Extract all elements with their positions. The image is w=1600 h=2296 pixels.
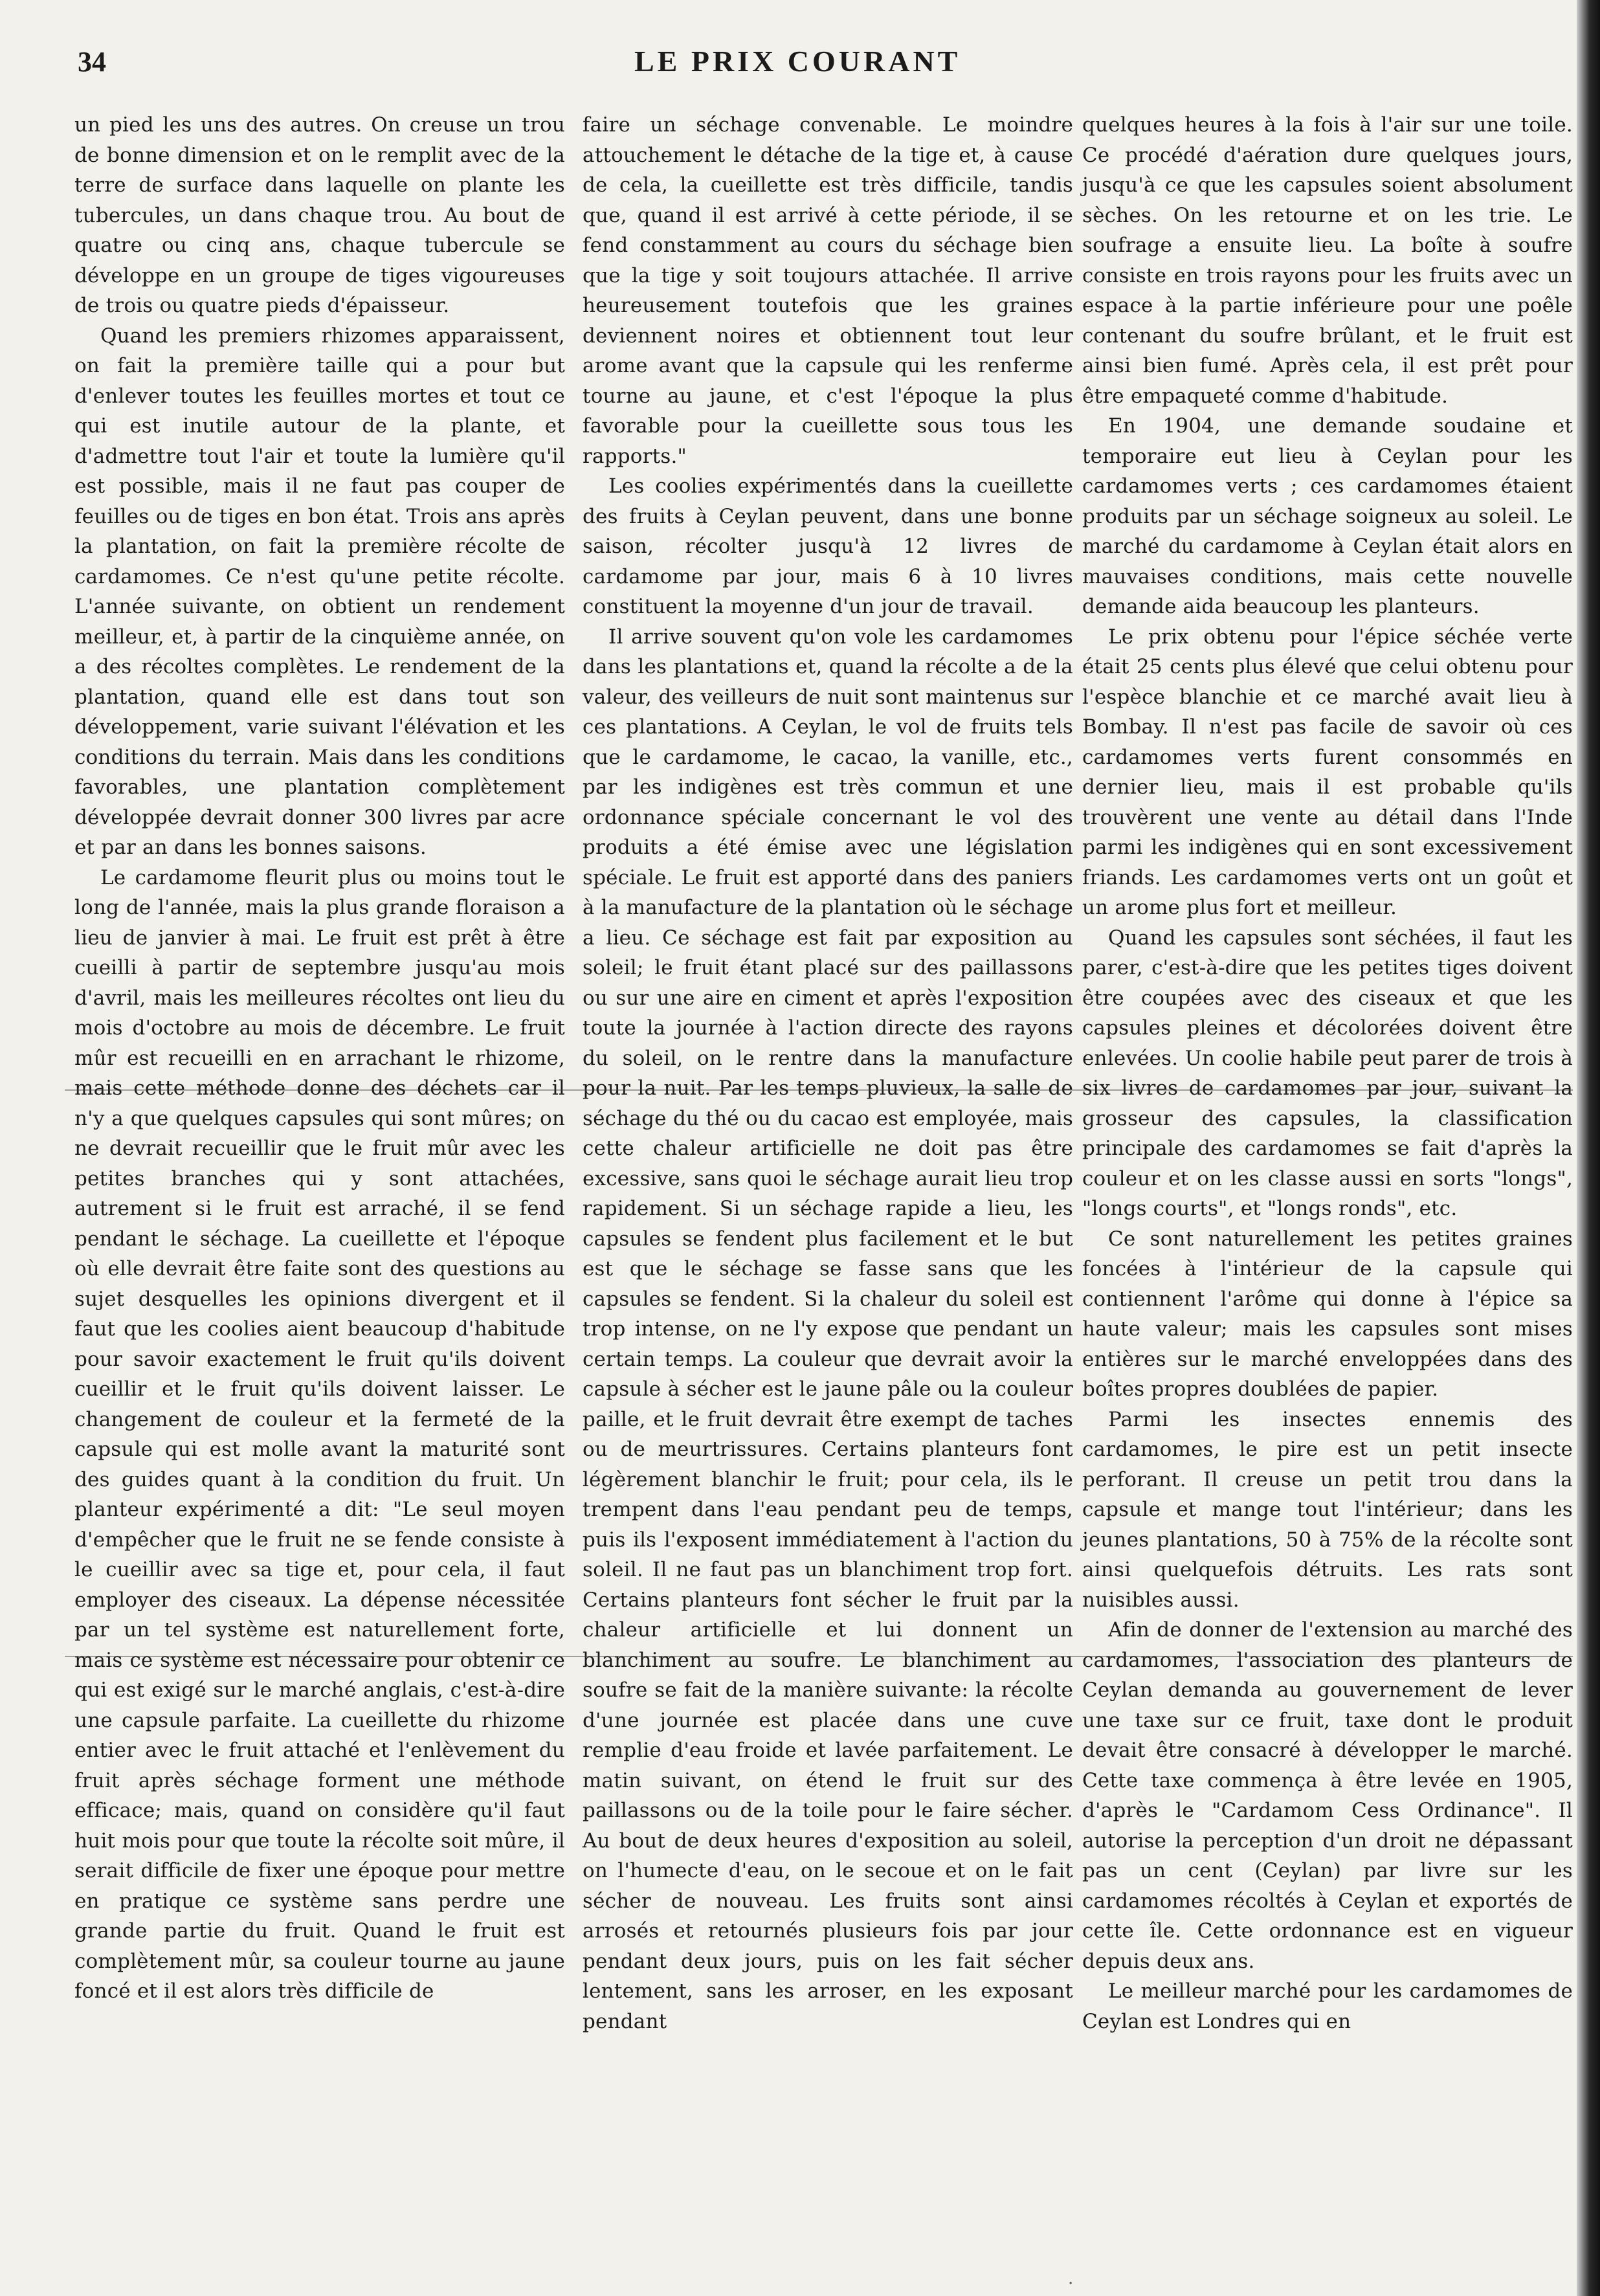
paragraph: faire un séchage convenable. Le moindre attouchement le détache de la tige et, à cause de cela, la cueillette est très difficile, tandis que, quand il est arrivé à cette période, il se fend constamment au cours du séchage bien que la tige y soit toujours attachée. Il arrive heureusement toutefois que les graines deviennent noires et obtiennent tout leur arome avant que la capsule qui les renferme tourne au jaune, et c'est l'époque la plus favorable pour la cueillette sous tous les rapports.": [583, 113, 1073, 468]
paragraph: Afin de donner de l'extension au marché des cardamomes, l'association des planteurs de Ceylan demanda au gouvernement de lever une taxe sur ce fruit, taxe dont le produit devait être consacré à développer le marché. Cette taxe commença à être levée en 1905, d'après le "Cardamom Cess Ordinance". Il autorise la perception d'un droit ne dépassant pas un cent (Ceylan) par livre sur les cardamomes récoltés à Ceylan et exportés de cette île. Cette ordonnance est en vigueur depuis deux ans.: [1082, 1618, 1573, 1973]
paragraph: Le meilleur marché pour les cardamomes de Ceylan est Londres qui en: [1082, 1979, 1573, 2033]
paragraph: Le cardamome fleurit plus ou moins tout le long de l'année, mais la plus grande floraison a lieu de janvier à mai. Le fruit est prêt à être cueilli à partir de septembre jusqu'au mois d'avril, mais les meilleures récoltes ont lieu du mois d'octobre au mois de décembre. Le fruit mûr est recueilli en en arrachant le rhizome, mais cette méthode donne des déchets car il n'y a que quelques capsules qui sont mûres; on ne devrait recueillir que le fruit mûr avec les petites branches qui y sont attachées, autrement si le fruit est arraché, il se fend pendant le séchage. La cueillette et l'époque où elle devrait être faite sont des questions au sujet desquelles les opinions divergent et il faut que les coolies aient beaucoup d'habitude pour savoir exactement le fruit qu'ils doivent cueillir et le fruit qu'ils doivent laisser. Le changement de couleur et la fermeté de la capsule qui est molle avant la maturité sont des guides quant à la condition du fruit. Un planteur expérimenté a dit: "Le seul moyen d'empêcher que le fruit ne se fende consiste à le cueillir avec sa tige et, pour cela, il faut employer des ciseaux. La dépense nécessitée par un tel système est naturellement forte, mais ce système est nécessaire pour obtenir ce qui est exigé sur le marché anglais, c'est-à-dire une capsule parfaite. La cueillette du rhizome entier avec le fruit attaché et l'enlèvement du fruit après séchage forment une méthode efficace; mais, quand on considère qu'il faut huit mois pour que toute la récolte soit mûre, il serait difficile de fixer une époque pour mettre en pratique ce système sans perdre une grande partie du fruit. Quand le fruit est complètement mûr, sa couleur tourne au jaune foncé et il est alors très difficile de: [74, 865, 565, 2003]
paragraph: En 1904, une demande soudaine et temporaire eut lieu à Ceylan pour les cardamomes verts ; ces cardamomes étaient produits par un séchage soigneux au soleil. Le marché du cardamome à Ceylan était alors en mauvaises conditions, mais cette nouvelle demande aida beaucoup les planteurs.: [1082, 414, 1573, 618]
paragraph: Les coolies expérimentés dans la cueillette des fruits à Ceylan peuvent, dans une bonne saison, récolter jusqu'à 12 livres de cardamome par jour, mais 6 à 10 livres constituent la moyenne d'un jour de travail.: [583, 474, 1073, 618]
scan-edge: [1577, 0, 1600, 2296]
paragraph: Quand les capsules sont séchées, il faut les parer, c'est-à-dire que les petites tiges doivent être coupées avec des ciseaux et que les capsules pleines et décolorées doivent être enlevées. Un coolie habile peut parer de trois à six livres de cardamomes par jour, suivant la grosseur des capsules, la classification principale des cardamomes se fait d'après la couleur et on les classe aussi en sorts "longs", "longs courts", et "longs ronds", etc.: [1082, 926, 1573, 1220]
column-2: [583, 110, 1073, 2036]
column-3: [1082, 110, 1573, 2036]
paragraph: un pied les uns des autres. On creuse un trou de bonne dimension et on le remplit avec de la terre de surface dans laquelle on plante les tubercules, un dans chaque trou. Au bout de quatre ou cinq ans, chaque tubercule se développe en un groupe de tiges vigoureuses de trois ou quatre pieds d'épaisseur.: [74, 113, 565, 317]
paragraph: Quand les premiers rhizomes apparaissent, on fait la première taille qui a pour but d'enlever toutes les feuilles mortes et tout ce qui est inutile autour de la plante, et d'admettre tout l'air et toute la lumière qu'il est possible, mais il ne faut pas couper de feuilles ou de tiges en bon état. Trois ans après la plantation, on fait la première récolte de cardamomes. Ce n'est qu'une petite récolte. L'année suivante, on obtient un rendement meilleur, et, à partir de la cinquième année, on a des récoltes complètes. Le rendement de la plantation, quand elle est dans tout son développement, varie suivant l'élévation et les conditions du terrain. Mais dans les conditions favorables, une plantation complètement développée devrait donner 300 livres par acre et par an dans les bonnes saisons.: [74, 324, 565, 859]
paragraph: Il arrive souvent qu'on vole les cardamomes dans les plantations et, quand la récolte a de la valeur, des veilleurs de nuit sont maintenus sur ces plantations. A Ceylan, le vol de fruits tels que le cardamome, le cacao, la vanille, etc., par les indigènes est très commun et une ordonnance spéciale concernant le vol des produits a été émise avec une législation spéciale. Le fruit est apporté dans des paniers à la manufacture de la plantation où le séchage a lieu. Ce séchage est fait par exposition au soleil; le fruit étant placé sur des paillassons ou sur une aire en ciment et après l'exposition toute la journée à l'action directe des rayons du soleil, on le rentre dans la manufacture pour la nuit. Par les temps pluvieux, la salle de séchage du thé ou du cacao est employée, mais cette chaleur artificielle ne doit pas être excessive, sans quoi le séchage aurait lieu trop rapidement. Si un séchage rapide a lieu, les capsules se fendent plus facilement et le but est que le séchage se fasse sans que les capsules se fendent. Si la chaleur du soleil est trop intense, on ne l'y expose que pendant un certain temps. La couleur que devrait avoir la capsule à sécher est le jaune pâle ou la couleur paille, et le fruit devrait être exempt de taches ou de meurtrissures. Certains planteurs font légèrement blanchir le fruit; pour cela, ils le trempent dans l'eau pendant peu de temps, puis ils l'exposent immédiatement à l'action du soleil. Il ne faut pas un blanchiment trop fort. Certains planteurs font sécher le fruit par la chaleur artificielle et lui donnent un blanchiment au soufre. Le blanchiment au soufre se fait de la manière suivante: la récolte d'une journée est placée dans une cuve remplie d'eau froide et lavée parfaitement. Le matin suivant, on étend le fruit sur des paillassons ou de la toile pour le faire sécher. Au bout de deux heures d'exposition au soleil, on l'humecte d'eau, on le secoue et on le fait sécher de nouveau. Les fruits sont ainsi arrosés et retournés plusieurs fois par jour pendant deux jours, puis on les fait sécher lentement, sans les arroser, en les exposant pendant: [583, 625, 1073, 2033]
running-head: LE PRIX COURANT: [634, 45, 961, 78]
paper-fold-line: [65, 1656, 1573, 1657]
margin-mark: .: [1068, 2269, 1074, 2288]
column-1: [74, 110, 565, 2007]
page-number: 34: [78, 46, 106, 78]
paper-fold-line: [65, 1089, 1573, 1091]
paragraph: Ce sont naturellement les petites graines foncées à l'intérieur de la capsule qui contiennent l'arôme qui donne à l'épice sa haute valeur; mais les capsules sont mises entières sur le marché enveloppées dans des boîtes propres doublées de papier.: [1082, 1227, 1573, 1401]
paragraph: quelques heures à la fois à l'air sur une toile. Ce procédé d'aération dure quelques jours, jusqu'à ce que les capsules soient absolument sèches. On les retourne et on les trie. Le soufrage a ensuite lieu. La boîte à soufre consiste en trois rayons pour les fruits avec un espace à la partie inférieure pour une poêle contenant du soufre brûlant, et le fruit est ainsi bien fumé. Après cela, il est prêt pour être empaqueté comme d'habitude.: [1082, 113, 1573, 408]
paragraph: Parmi les insectes ennemis des cardamomes, le pire est un petit insecte perforant. Il creuse un petit trou dans la capsule et mange tout l'intérieur; dans les jeunes plantations, 50 à 75% de la récolte sont ainsi quelquefois détruits. Les rats sont nuisibles aussi.: [1082, 1407, 1573, 1612]
paragraph: Le prix obtenu pour l'épice séchée verte était 25 cents plus élevé que celui obtenu pour l'espèce blanchie et ce marché avait lieu à Bombay. Il n'est pas facile de savoir où ces cardamomes verts furent consommés en dernier lieu, mais il est probable qu'ils trouvèrent une vente au détail dans l'Inde parmi les indigènes qui en sont excessivement friands. Les cardamomes verts ont un goût et un arome plus fort et meilleur.: [1082, 625, 1573, 919]
